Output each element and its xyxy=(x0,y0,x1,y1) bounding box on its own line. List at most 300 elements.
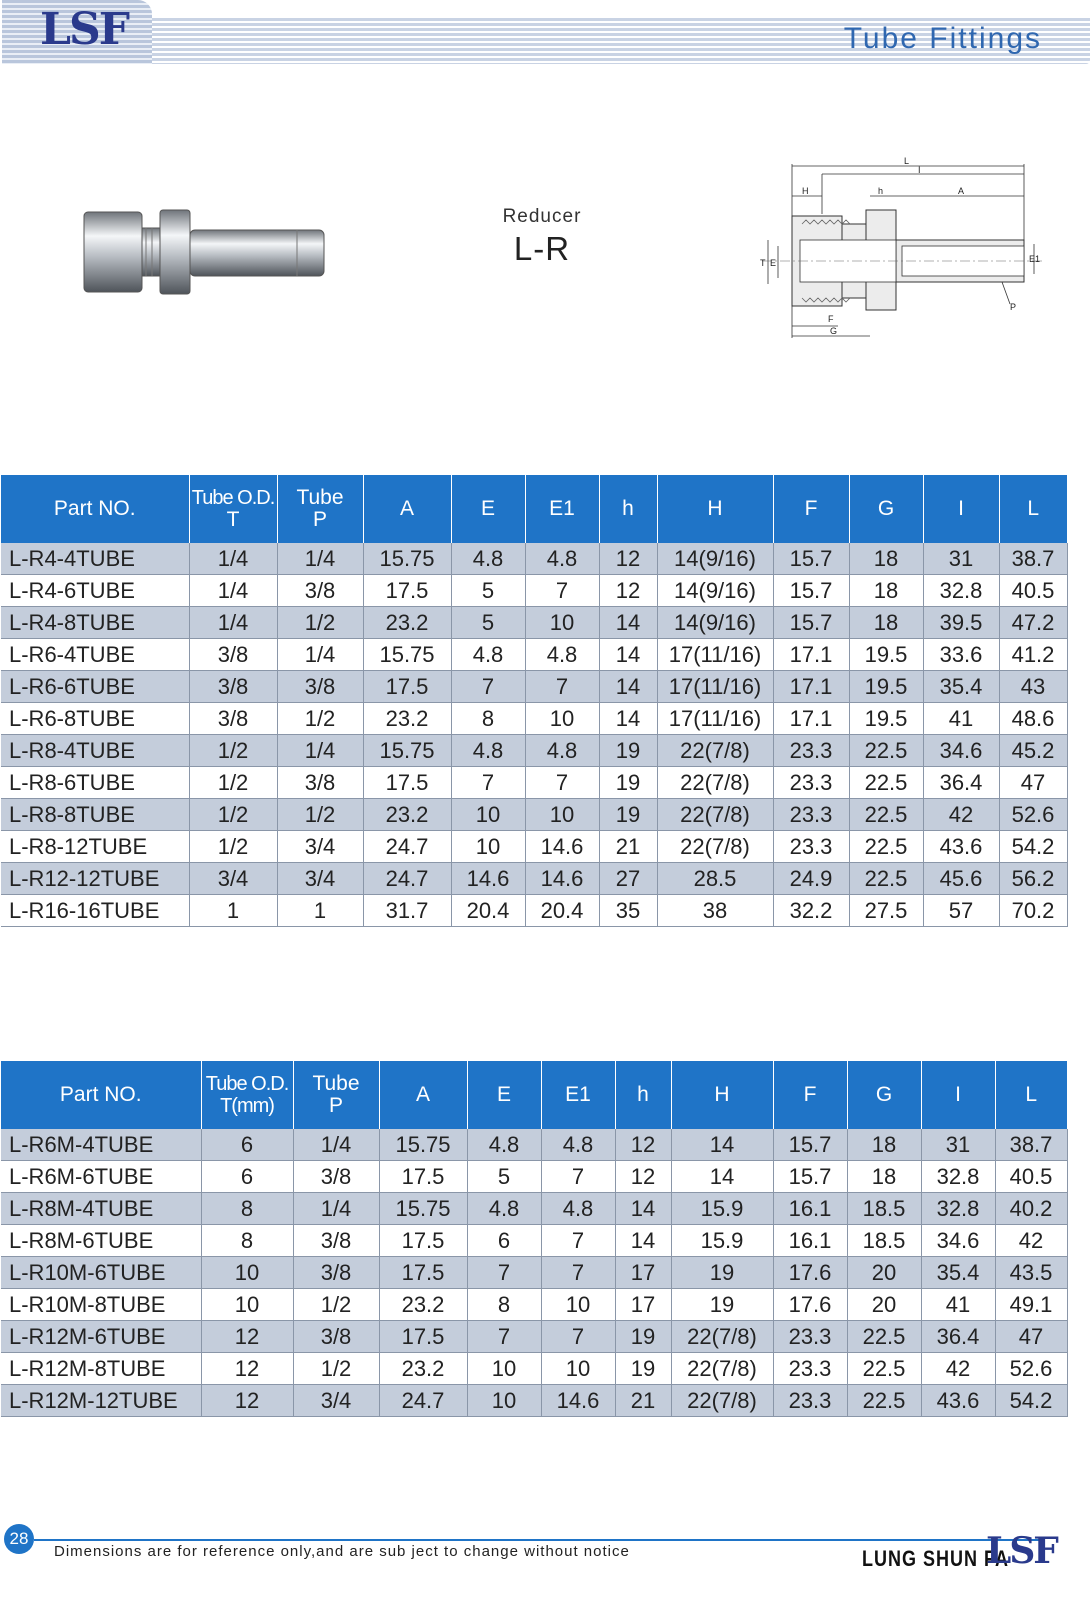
table-cell: 7 xyxy=(541,1321,615,1353)
table-cell: 7 xyxy=(525,575,599,607)
footer-company-name: LUNG SHUN FA xyxy=(862,1546,1009,1571)
table-cell: 17.1 xyxy=(773,671,849,703)
table-cell: 4.8 xyxy=(467,1193,541,1225)
table-cell: 17(11/16) xyxy=(657,639,773,671)
table-cell: 10 xyxy=(541,1289,615,1321)
table-cell: 14 xyxy=(599,607,657,639)
table-cell: 18 xyxy=(847,1129,921,1161)
table-header-row xyxy=(1,1061,1067,1129)
column-header-f: F xyxy=(773,475,849,543)
table-cell: 15.7 xyxy=(773,1161,847,1193)
table-cell: 48.6 xyxy=(999,703,1067,735)
table-cell: 17.5 xyxy=(379,1257,467,1289)
table-cell: 19 xyxy=(671,1289,773,1321)
table-row xyxy=(1,863,1067,895)
table-cell: 42 xyxy=(921,1353,995,1385)
part-number-cell: L-R8-6TUBE xyxy=(1,767,189,799)
table-cell: 16.1 xyxy=(773,1225,847,1257)
table-cell: 22(7/8) xyxy=(657,831,773,863)
table-cell: 19 xyxy=(671,1257,773,1289)
table-cell: 10 xyxy=(467,1385,541,1417)
table-cell: 23.3 xyxy=(773,1385,847,1417)
part-number-cell: L-R6M-4TUBE xyxy=(1,1129,201,1161)
part-number-cell: L-R6-4TUBE xyxy=(1,639,189,671)
diagram-label-g: G xyxy=(830,326,838,336)
column-header-h-small: h xyxy=(599,475,657,543)
footer-rule xyxy=(34,1539,1044,1541)
table-cell: 28.5 xyxy=(657,863,773,895)
table-cell: 19 xyxy=(615,1353,671,1385)
table-cell: 4.8 xyxy=(451,543,525,575)
table-cell: 19.5 xyxy=(849,703,923,735)
part-number-cell: L-R10M-8TUBE xyxy=(1,1289,201,1321)
table-row xyxy=(1,895,1067,927)
product-code: L-R xyxy=(513,230,571,267)
table-cell: 1 xyxy=(189,895,277,927)
table-cell: 12 xyxy=(201,1353,293,1385)
part-number-cell: L-R8M-4TUBE xyxy=(1,1193,201,1225)
table-cell: 1/4 xyxy=(277,735,363,767)
table-cell: 14 xyxy=(671,1129,773,1161)
table-cell: 8 xyxy=(467,1289,541,1321)
footer-logo: LSF xyxy=(986,1530,1057,1572)
table-cell: 15.9 xyxy=(671,1193,773,1225)
table-cell: 8 xyxy=(201,1193,293,1225)
table-row xyxy=(1,575,1067,607)
table-cell: 22.5 xyxy=(849,799,923,831)
diagram-label-h-lower: h xyxy=(878,186,884,196)
table-cell: 17.5 xyxy=(363,575,451,607)
diagram-label-e1: E1 xyxy=(1029,254,1041,264)
company-logo: LSF xyxy=(40,4,128,55)
part-number-cell: L-R8-8TUBE xyxy=(1,799,189,831)
table-cell: 22.5 xyxy=(849,863,923,895)
diagram-label-p: P xyxy=(1010,302,1017,312)
table-cell: 1/2 xyxy=(293,1289,379,1321)
table-cell: 3/8 xyxy=(189,639,277,671)
table-cell: 17(11/16) xyxy=(657,703,773,735)
part-number-cell: L-R8M-6TUBE xyxy=(1,1225,201,1257)
table-body xyxy=(1,1129,1067,1417)
table-cell: 54.2 xyxy=(995,1385,1067,1417)
table-cell: 34.6 xyxy=(921,1225,995,1257)
table-cell: 18.5 xyxy=(847,1225,921,1257)
column-header-g: G xyxy=(847,1061,921,1129)
table-cell: 22.5 xyxy=(849,735,923,767)
table-cell: 12 xyxy=(201,1321,293,1353)
table-cell: 17.1 xyxy=(773,703,849,735)
part-number-cell: L-R6M-6TUBE xyxy=(1,1161,201,1193)
table-cell: 15.75 xyxy=(379,1193,467,1225)
table-cell: 10 xyxy=(451,831,525,863)
table-row xyxy=(1,543,1067,575)
table-cell: 14.6 xyxy=(541,1385,615,1417)
table-cell: 38.7 xyxy=(999,543,1067,575)
table-cell: 17.6 xyxy=(773,1257,847,1289)
table-cell: 33.6 xyxy=(923,639,999,671)
table-row xyxy=(1,671,1067,703)
table-cell: 14(9/16) xyxy=(657,607,773,639)
table-cell: 21 xyxy=(599,831,657,863)
table-cell: 38 xyxy=(657,895,773,927)
column-header-i: I xyxy=(921,1061,995,1129)
column-header-part-no: Part NO. xyxy=(1,475,189,543)
table-cell: 22(7/8) xyxy=(671,1321,773,1353)
table-cell: 5 xyxy=(451,607,525,639)
logo-tab xyxy=(2,0,152,64)
table-cell: 19 xyxy=(599,767,657,799)
table-row xyxy=(1,1193,1067,1225)
table-cell: 3/4 xyxy=(293,1385,379,1417)
table-cell: 17 xyxy=(615,1257,671,1289)
table-cell: 43.6 xyxy=(923,831,999,863)
table-cell: 1/4 xyxy=(293,1129,379,1161)
table-cell: 54.2 xyxy=(999,831,1067,863)
footer-disclaimer: Dimensions are for reference only,and are sub ject to change without notice xyxy=(54,1543,630,1560)
table-cell: 7 xyxy=(525,767,599,799)
part-number-cell: L-R8-4TUBE xyxy=(1,735,189,767)
table-cell: 70.2 xyxy=(999,895,1067,927)
table-cell: 56.2 xyxy=(999,863,1067,895)
table-cell: 42 xyxy=(995,1225,1067,1257)
table-cell: 4.8 xyxy=(525,639,599,671)
column-header-a: A xyxy=(363,475,451,543)
table-cell: 47.2 xyxy=(999,607,1067,639)
table-row xyxy=(1,831,1067,863)
part-number-cell: L-R6-6TUBE xyxy=(1,671,189,703)
table-cell: 22(7/8) xyxy=(657,735,773,767)
table-cell: 23.3 xyxy=(773,1321,847,1353)
table-cell: 14.6 xyxy=(451,863,525,895)
table-cell: 17.1 xyxy=(773,639,849,671)
table-cell: 19.5 xyxy=(849,639,923,671)
table-cell: 1/4 xyxy=(277,543,363,575)
table-cell: 17.5 xyxy=(363,671,451,703)
table-cell: 3/8 xyxy=(293,1257,379,1289)
table-cell: 16.1 xyxy=(773,1193,847,1225)
page-number: 28 xyxy=(4,1524,34,1554)
table-row xyxy=(1,1161,1067,1193)
table-cell: 17 xyxy=(615,1289,671,1321)
column-header-e1: E1 xyxy=(541,1061,615,1129)
table-cell: 7 xyxy=(541,1257,615,1289)
table-row xyxy=(1,1225,1067,1257)
table-cell: 15.9 xyxy=(671,1225,773,1257)
table-cell: 4.8 xyxy=(541,1129,615,1161)
table-row xyxy=(1,1257,1067,1289)
table-cell: 36.4 xyxy=(921,1321,995,1353)
column-header-tube-p-line1: Tube xyxy=(296,486,344,509)
column-header-i: I xyxy=(923,475,999,543)
table-cell: 4.8 xyxy=(451,639,525,671)
part-number-cell: L-R6-8TUBE xyxy=(1,703,189,735)
table-cell: 15.75 xyxy=(363,543,451,575)
table-cell: 14 xyxy=(615,1193,671,1225)
column-header-e: E xyxy=(467,1061,541,1129)
table-cell: 24.7 xyxy=(379,1385,467,1417)
table-row xyxy=(1,1321,1067,1353)
table-header-row xyxy=(1,475,1067,543)
table-cell: 1/2 xyxy=(189,767,277,799)
diagram-label-t: T xyxy=(760,258,766,268)
column-header-tube-p-line1: Tube xyxy=(312,1072,360,1095)
table-cell: 32.8 xyxy=(921,1193,995,1225)
column-header-e1: E1 xyxy=(525,475,599,543)
table-cell: 1/4 xyxy=(189,543,277,575)
table-cell: 1/2 xyxy=(189,735,277,767)
technical-drawing xyxy=(758,154,1048,344)
table-cell: 1 xyxy=(277,895,363,927)
table-cell: 23.3 xyxy=(773,831,849,863)
table-cell: 40.5 xyxy=(999,575,1067,607)
table-cell: 22.5 xyxy=(847,1385,921,1417)
table-cell: 49.1 xyxy=(995,1289,1067,1321)
table-cell: 32.2 xyxy=(773,895,849,927)
column-header-l: L xyxy=(999,475,1067,543)
table-cell: 41 xyxy=(921,1289,995,1321)
table-cell: 21 xyxy=(615,1385,671,1417)
table-cell: 23.2 xyxy=(363,703,451,735)
table-cell: 18 xyxy=(847,1161,921,1193)
table-cell: 15.75 xyxy=(363,735,451,767)
product-caption xyxy=(480,206,604,268)
column-header-tube-p xyxy=(293,1061,379,1129)
table-cell: 20 xyxy=(847,1289,921,1321)
column-header-tube-od-line2: T(mm) xyxy=(220,1095,274,1117)
table-cell: 3/8 xyxy=(293,1161,379,1193)
table-cell: 4.8 xyxy=(467,1129,541,1161)
table-cell: 24.7 xyxy=(363,831,451,863)
table-cell: 15.75 xyxy=(363,639,451,671)
table-cell: 1/2 xyxy=(277,703,363,735)
table-cell: 17.5 xyxy=(379,1161,467,1193)
table-cell: 40.5 xyxy=(995,1161,1067,1193)
part-number-cell: L-R8-12TUBE xyxy=(1,831,189,863)
table-cell: 3/8 xyxy=(293,1225,379,1257)
table-cell: 1/2 xyxy=(293,1353,379,1385)
product-photo xyxy=(82,206,327,298)
part-number-cell: L-R4-6TUBE xyxy=(1,575,189,607)
table-cell: 27 xyxy=(599,863,657,895)
table-cell: 35.4 xyxy=(923,671,999,703)
table-cell: 3/8 xyxy=(189,671,277,703)
table-cell: 20.4 xyxy=(451,895,525,927)
spec-table-inch xyxy=(1,475,1068,927)
table-cell: 10 xyxy=(525,799,599,831)
table-cell: 3/4 xyxy=(277,831,363,863)
table-cell: 7 xyxy=(541,1161,615,1193)
column-header-tube-od-line2: T xyxy=(226,508,240,531)
table-cell: 1/4 xyxy=(293,1193,379,1225)
table-cell: 22.5 xyxy=(849,831,923,863)
table-cell: 31.7 xyxy=(363,895,451,927)
column-header-tube-p xyxy=(277,475,363,543)
column-header-tube-p-line2: P xyxy=(312,508,327,531)
table-cell: 7 xyxy=(451,671,525,703)
column-header-f: F xyxy=(773,1061,847,1129)
column-header-tube-od xyxy=(189,475,277,543)
table-cell: 7 xyxy=(541,1225,615,1257)
part-number-cell: L-R12M-6TUBE xyxy=(1,1321,201,1353)
page-header xyxy=(0,0,1092,66)
table-cell: 23.3 xyxy=(773,735,849,767)
table-cell: 12 xyxy=(615,1161,671,1193)
diagram-label-e: E xyxy=(770,258,777,268)
table-cell: 41 xyxy=(923,703,999,735)
table-cell: 17.5 xyxy=(379,1225,467,1257)
table-cell: 43.6 xyxy=(921,1385,995,1417)
table-cell: 19.5 xyxy=(849,671,923,703)
table-cell: 23.2 xyxy=(363,799,451,831)
table-cell: 22.5 xyxy=(847,1353,921,1385)
table-cell: 14 xyxy=(599,639,657,671)
table-cell: 22(7/8) xyxy=(671,1353,773,1385)
table-row xyxy=(1,735,1067,767)
table-cell: 18 xyxy=(849,575,923,607)
table-cell: 4.8 xyxy=(541,1193,615,1225)
table-cell: 31 xyxy=(921,1129,995,1161)
table-cell: 52.6 xyxy=(995,1353,1067,1385)
table-row xyxy=(1,703,1067,735)
table-cell: 23.2 xyxy=(363,607,451,639)
table-cell: 1/4 xyxy=(277,639,363,671)
table-cell: 8 xyxy=(201,1225,293,1257)
table-cell: 14.6 xyxy=(525,863,599,895)
table-cell: 22(7/8) xyxy=(671,1385,773,1417)
table-cell: 38.7 xyxy=(995,1129,1067,1161)
table-cell: 15.7 xyxy=(773,575,849,607)
diagram-label-i: I xyxy=(918,165,921,175)
table-cell: 3/4 xyxy=(189,863,277,895)
table-cell: 7 xyxy=(525,671,599,703)
column-header-l: L xyxy=(995,1061,1067,1129)
table-cell: 43.5 xyxy=(995,1257,1067,1289)
table-cell: 36.4 xyxy=(923,767,999,799)
table-cell: 6 xyxy=(201,1129,293,1161)
spec-table-metric xyxy=(1,1061,1068,1417)
table-cell: 17.5 xyxy=(379,1321,467,1353)
column-header-tube-od-line1: Tube O.D. xyxy=(191,487,275,509)
table-cell: 3/8 xyxy=(293,1321,379,1353)
table-cell: 12 xyxy=(599,543,657,575)
table-cell: 12 xyxy=(599,575,657,607)
table-cell: 32.8 xyxy=(921,1161,995,1193)
table-cell: 7 xyxy=(467,1321,541,1353)
table-cell: 3/8 xyxy=(277,575,363,607)
table-cell: 17(11/16) xyxy=(657,671,773,703)
table-cell: 23.3 xyxy=(773,799,849,831)
table-row xyxy=(1,1353,1067,1385)
table-cell: 14(9/16) xyxy=(657,575,773,607)
table-cell: 10 xyxy=(525,703,599,735)
table-cell: 14 xyxy=(615,1225,671,1257)
table-cell: 18 xyxy=(849,543,923,575)
table-cell: 3/8 xyxy=(277,767,363,799)
diagram-label-a: A xyxy=(958,186,965,196)
column-header-a: A xyxy=(379,1061,467,1129)
table-cell: 45.6 xyxy=(923,863,999,895)
table-row xyxy=(1,639,1067,671)
table-row xyxy=(1,799,1067,831)
table-cell: 19 xyxy=(599,799,657,831)
table-cell: 43 xyxy=(999,671,1067,703)
table-cell: 3/8 xyxy=(277,671,363,703)
table-cell: 10 xyxy=(525,607,599,639)
table-cell: 40.2 xyxy=(995,1193,1067,1225)
table-cell: 47 xyxy=(995,1321,1067,1353)
column-header-part-no: Part NO. xyxy=(1,1061,201,1129)
table-cell: 6 xyxy=(201,1161,293,1193)
part-number-cell: L-R12M-12TUBE xyxy=(1,1385,201,1417)
column-header-tube-p-line2: P xyxy=(328,1094,343,1117)
table-cell: 1/4 xyxy=(189,607,277,639)
table-cell: 15.75 xyxy=(379,1129,467,1161)
table-cell: 19 xyxy=(615,1321,671,1353)
table-cell: 18.5 xyxy=(847,1193,921,1225)
table-cell: 27.5 xyxy=(849,895,923,927)
table-cell: 7 xyxy=(467,1257,541,1289)
table-cell: 20 xyxy=(847,1257,921,1289)
table-cell: 4.8 xyxy=(525,543,599,575)
table-cell: 22(7/8) xyxy=(657,767,773,799)
table-cell: 1/2 xyxy=(189,799,277,831)
table-cell: 41.2 xyxy=(999,639,1067,671)
table-cell: 6 xyxy=(467,1225,541,1257)
table-cell: 32.8 xyxy=(923,575,999,607)
part-number-cell: L-R12M-8TUBE xyxy=(1,1353,201,1385)
table-cell: 18 xyxy=(849,607,923,639)
column-header-h-small: h xyxy=(615,1061,671,1129)
table-cell: 1/2 xyxy=(189,831,277,863)
table-cell: 19 xyxy=(599,735,657,767)
table-body xyxy=(1,543,1067,927)
part-number-cell: L-R10M-6TUBE xyxy=(1,1257,201,1289)
table-cell: 15.7 xyxy=(773,543,849,575)
table-cell: 23.3 xyxy=(773,1353,847,1385)
table-cell: 23.2 xyxy=(379,1353,467,1385)
table-cell: 12 xyxy=(201,1385,293,1417)
table-cell: 10 xyxy=(201,1289,293,1321)
table-cell: 8 xyxy=(451,703,525,735)
table-cell: 10 xyxy=(467,1353,541,1385)
table-cell: 17.5 xyxy=(363,767,451,799)
part-number-cell: L-R16-16TUBE xyxy=(1,895,189,927)
table-cell: 22.5 xyxy=(847,1321,921,1353)
table-cell: 12 xyxy=(615,1129,671,1161)
column-header-tube-od xyxy=(201,1061,293,1129)
table-cell: 7 xyxy=(451,767,525,799)
part-number-cell: L-R4-8TUBE xyxy=(1,607,189,639)
table-cell: 1/2 xyxy=(277,799,363,831)
table-cell: 14 xyxy=(671,1161,773,1193)
column-header-h-large: H xyxy=(657,475,773,543)
table-cell: 23.2 xyxy=(379,1289,467,1321)
table-cell: 39.5 xyxy=(923,607,999,639)
page-title: Tube Fittings xyxy=(843,22,1042,55)
table-cell: 22(7/8) xyxy=(657,799,773,831)
table-cell: 10 xyxy=(201,1257,293,1289)
table-cell: 15.7 xyxy=(773,1129,847,1161)
table-cell: 31 xyxy=(923,543,999,575)
table-row xyxy=(1,607,1067,639)
table-cell: 35 xyxy=(599,895,657,927)
table-cell: 47 xyxy=(999,767,1067,799)
table-cell: 4.8 xyxy=(525,735,599,767)
table-cell: 15.7 xyxy=(773,607,849,639)
column-header-tube-od-line1: Tube O.D. xyxy=(205,1073,289,1095)
table-cell: 20.4 xyxy=(525,895,599,927)
diagram-label-l: L xyxy=(904,156,910,166)
